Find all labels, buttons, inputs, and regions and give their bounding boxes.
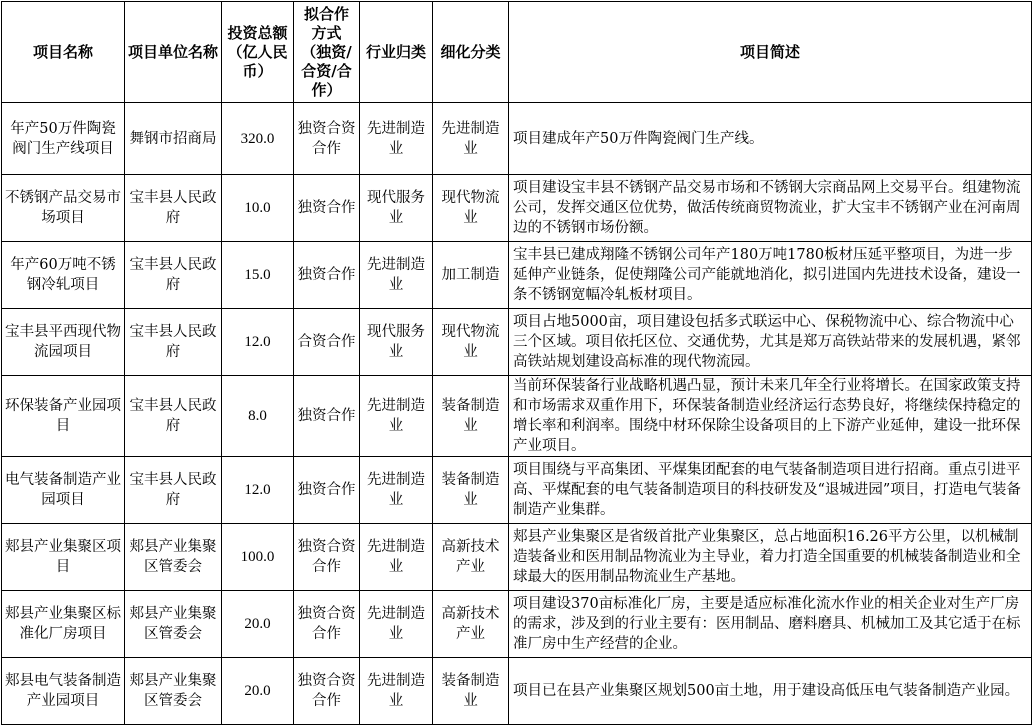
cell-name: 郏县产业集聚区项目 — [2, 524, 125, 591]
cell-description: 项目建成年产50万件陶瓷阀门生产线。 — [509, 103, 1032, 175]
cell-unit: 郏县产业集聚区管委会 — [125, 524, 222, 591]
cell-investment: 320.0 — [222, 103, 294, 175]
cell-unit: 郏县产业集聚区管委会 — [125, 591, 222, 658]
cell-mode: 独资合作 — [294, 242, 360, 309]
header-description: 项目简述 — [509, 2, 1032, 103]
cell-subcategory: 装备制造业 — [433, 658, 509, 725]
cell-industry: 先进制造业 — [360, 376, 433, 457]
cell-mode: 独资合资合作 — [294, 591, 360, 658]
cell-name: 宝丰县平西现代物流园项目 — [2, 309, 125, 376]
cell-unit: 宝丰县人民政府 — [125, 376, 222, 457]
cell-description: 宝丰县已建成翔隆不锈钢公司年产180万吨1780板材压延平整项目，为进一步延伸产业链条，促使翔隆公司产能就地消化，拟引进国内先进技术设备，建设一条不锈钢宽幅冷轧板材项目。 — [509, 242, 1032, 309]
cell-subcategory: 现代物流业 — [433, 175, 509, 242]
cell-description: 项目建设宝丰县不锈钢产品交易市场和不锈钢大宗商品网上交易平台。组建物流公司，发挥交通区位优势，做活传统商贸物流业，扩大宝丰不锈钢产业在河南周边的不锈钢市场份额。 — [509, 175, 1032, 242]
table-row — [2, 591, 1032, 658]
cell-industry: 先进制造业 — [360, 591, 433, 658]
cell-unit: 宝丰县人民政府 — [125, 242, 222, 309]
cell-name: 电气装备制造产业园项目 — [2, 457, 125, 524]
cell-unit: 宝丰县人民政府 — [125, 309, 222, 376]
cell-description: 项目围绕与平高集团、平煤集团配套的电气装备制造项目进行招商。重点引进平高、平煤配套的电气装备制造项目的科技研发及“退城进园”项目，打造电气装备制造产业集群。 — [509, 457, 1032, 524]
cell-description: 项目建设370亩标准化厂房，主要是适应标准化流水作业的相关企业对生产厂房的需求，涉及到的行业主要有：医用制品、磨料磨具、机械加工及其它适于在标准厂房中生产经营的企业。 — [509, 591, 1032, 658]
cell-subcategory: 高新技术产业 — [433, 524, 509, 591]
cell-unit: 舞钢市招商局 — [125, 103, 222, 175]
table-row — [2, 175, 1032, 242]
cell-subcategory: 装备制造业 — [433, 376, 509, 457]
cell-subcategory: 先进制造业 — [433, 103, 509, 175]
table-row — [2, 457, 1032, 524]
header-mode: 拟合作方式（独资/合资/合作） — [294, 2, 360, 103]
table-row — [2, 309, 1032, 376]
cell-investment: 8.0 — [222, 376, 294, 457]
cell-description: 项目占地5000亩，项目建设包括多式联运中心、保税物流中心、综合物流中心三个区域。项目依托区位、交通优势，尤其是郑万高铁站带来的发展机遇，紧邻高铁站规划建设高标准的现代物流园。 — [509, 309, 1032, 376]
cell-mode: 合资合作 — [294, 309, 360, 376]
cell-industry: 现代服务业 — [360, 309, 433, 376]
header-name: 项目名称 — [2, 2, 125, 103]
cell-name: 年产50万件陶瓷阀门生产线项目 — [2, 103, 125, 175]
cell-investment: 10.0 — [222, 175, 294, 242]
cell-unit: 郏县产业集聚区管委会 — [125, 658, 222, 725]
cell-industry: 先进制造业 — [360, 524, 433, 591]
cell-mode: 独资合资合作 — [294, 103, 360, 175]
header-investment: 投资总额（亿人民币） — [222, 2, 294, 103]
table-row — [2, 524, 1032, 591]
cell-industry: 先进制造业 — [360, 457, 433, 524]
cell-investment: 20.0 — [222, 658, 294, 725]
project-table — [1, 1, 1032, 725]
header-unit: 项目单位名称 — [125, 2, 222, 103]
cell-description: 项目已在县产业集聚区规划500亩土地，用于建设高低压电气装备制造产业园。 — [509, 658, 1032, 725]
table-row — [2, 658, 1032, 725]
cell-name: 年产60万吨不锈钢冷轧项目 — [2, 242, 125, 309]
table-row — [2, 103, 1032, 175]
cell-subcategory: 加工制造 — [433, 242, 509, 309]
cell-description: 当前环保装备行业战略机遇凸显，预计未来几年全行业将增长。在国家政策支持和市场需求双重作用下，环保装备制造业经济运行态势良好，将继续保持稳定的增长率和利润率。围绕中材环保除尘设备项目的上下游产业延伸，建设一批环保产业项目。 — [509, 376, 1032, 457]
cell-investment: 20.0 — [222, 591, 294, 658]
cell-mode: 独资合资合作 — [294, 658, 360, 725]
cell-industry: 先进制造业 — [360, 103, 433, 175]
cell-unit: 宝丰县人民政府 — [125, 175, 222, 242]
cell-subcategory: 现代物流业 — [433, 309, 509, 376]
header-subcategory: 细化分类 — [433, 2, 509, 103]
cell-investment: 100.0 — [222, 524, 294, 591]
header-row — [2, 2, 1032, 103]
cell-description: 郏县产业集聚区是省级首批产业集聚区，总占地面积16.26平方公里，以机械制造装备业和医用制品物流业为主导业，着力打造全国重要的机械装备制造业和全球最大的医用制品物流业生产基地。 — [509, 524, 1032, 591]
cell-mode: 独资合作 — [294, 457, 360, 524]
cell-subcategory: 装备制造业 — [433, 457, 509, 524]
cell-investment: 15.0 — [222, 242, 294, 309]
cell-industry: 先进制造业 — [360, 658, 433, 725]
header-industry: 行业归类 — [360, 2, 433, 103]
cell-subcategory: 高新技术产业 — [433, 591, 509, 658]
cell-investment: 12.0 — [222, 309, 294, 376]
cell-mode: 独资合作 — [294, 175, 360, 242]
cell-name: 郏县电气装备制造产业园项目 — [2, 658, 125, 725]
cell-unit: 宝丰县人民政府 — [125, 457, 222, 524]
cell-name: 郏县产业集聚区标准化厂房项目 — [2, 591, 125, 658]
table-row — [2, 376, 1032, 457]
cell-name: 环保装备产业园项目 — [2, 376, 125, 457]
cell-mode: 独资合作 — [294, 376, 360, 457]
cell-industry: 先进制造业 — [360, 242, 433, 309]
table-row — [2, 242, 1032, 309]
cell-industry: 现代服务业 — [360, 175, 433, 242]
cell-name: 不锈钢产品交易市场项目 — [2, 175, 125, 242]
cell-mode: 独资合资合作 — [294, 524, 360, 591]
cell-investment: 12.0 — [222, 457, 294, 524]
